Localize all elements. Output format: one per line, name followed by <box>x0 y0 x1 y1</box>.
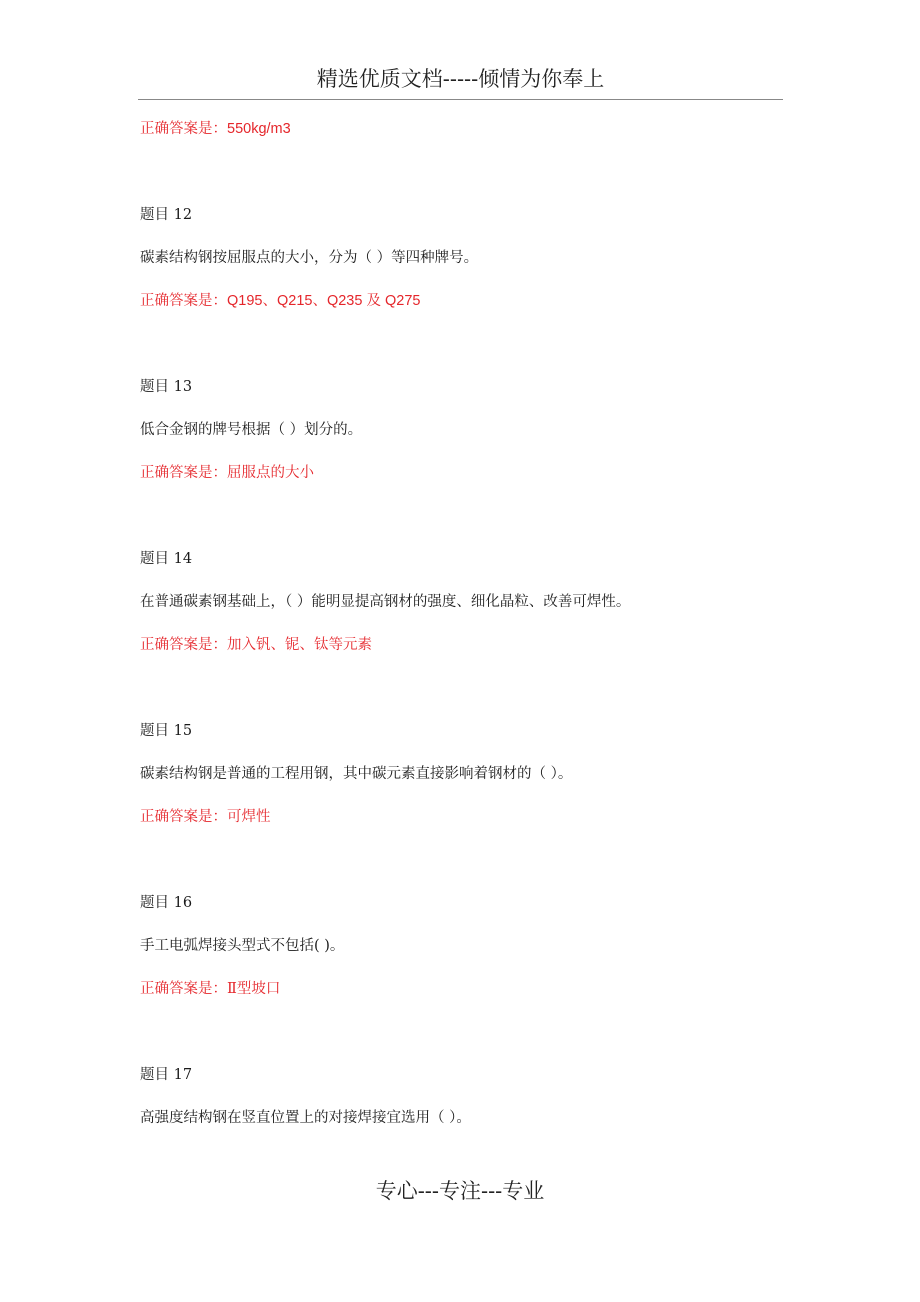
answer-line <box>140 806 780 828</box>
answer-value: 加入钒、铌、钛等元素 <box>227 637 372 653</box>
page-footer: 专心---专注---专业 <box>375 1179 545 1203</box>
answer-label: 正确答案是： <box>140 637 227 653</box>
answer-line <box>140 290 780 312</box>
page-header: 精选优质文档-----倾情为你奉上 <box>316 67 605 91</box>
question-title: 题目 13 <box>140 379 193 395</box>
question-text: 碳素结构钢是普通的工程用钢，其中碳元素直接影响着钢材的（ ）。 <box>140 766 573 782</box>
answer-label: 正确答案是： <box>140 981 227 997</box>
answer-value: Q195、Q215、Q235 及 Q275 <box>227 293 421 309</box>
answer-value: Ⅱ型坡口 <box>227 981 281 997</box>
question-text: 碳素结构钢按屈服点的大小，分为（ ）等四种牌号。 <box>140 250 479 266</box>
answer-label: 正确答案是： <box>140 293 227 309</box>
answer-line <box>140 462 780 484</box>
answer-value: 550kg/m3 <box>227 121 291 137</box>
question-title: 题目 15 <box>140 723 193 739</box>
question-text: 手工电弧焊接头型式不包括( )。 <box>140 938 345 954</box>
question-title: 题目 17 <box>140 1067 193 1083</box>
header-divider <box>138 99 783 100</box>
question-text: 高强度结构钢在竖直位置上的对接焊接宜选用（ ）。 <box>140 1110 471 1126</box>
question-text: 在普通碳素钢基础上，（ ）能明显提高钢材的强度、细化晶粒、改善可焊性。 <box>140 594 631 610</box>
question-text: 低合金钢的牌号根据（ ）划分的。 <box>140 422 363 438</box>
question-title: 题目 16 <box>140 895 193 911</box>
document-body <box>140 118 780 1129</box>
answer-value: 屈服点的大小 <box>227 465 314 481</box>
question-title: 题目 14 <box>140 551 193 567</box>
answer-label: 正确答案是： <box>140 121 227 137</box>
answer-line <box>140 634 780 656</box>
answer-line <box>140 978 780 1000</box>
question-title: 题目 12 <box>140 207 193 223</box>
answer-label: 正确答案是： <box>140 809 227 825</box>
answer-line <box>140 118 780 140</box>
answer-value: 可焊性 <box>227 809 271 825</box>
answer-label: 正确答案是： <box>140 465 227 481</box>
